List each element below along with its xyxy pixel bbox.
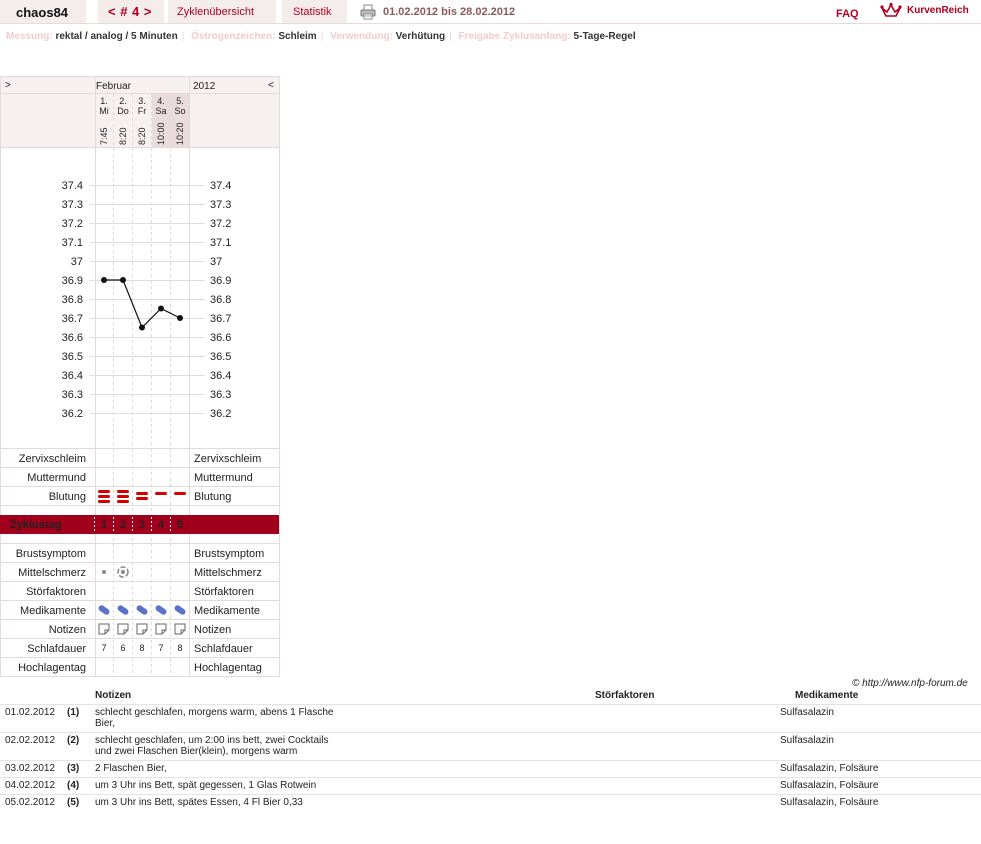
- note-text-line: Bier,: [95, 718, 116, 729]
- altitude-day-label-left: Hochlagentag: [18, 662, 86, 674]
- cycle-day-number: 4: [157, 519, 165, 531]
- info-value-release: 5-Tage-Regel: [573, 31, 636, 42]
- breast-symptom-label-right: Brustsymptom: [194, 548, 265, 560]
- y-tick-right: 37.4: [210, 180, 232, 192]
- note-date: 05.02.2012: [5, 797, 56, 808]
- logo-text[interactable]: KurvenReich: [907, 5, 969, 16]
- note-text-line: und zwei Flaschen Bier(klein), morgens warm: [95, 746, 298, 757]
- note-day-number: (1): [67, 707, 80, 718]
- sleep-value: 8: [177, 643, 183, 653]
- day-date: 5.: [176, 96, 184, 106]
- disturbances-label-right: Störfaktoren: [194, 586, 254, 598]
- bleeding-mark: [155, 492, 167, 495]
- note-medication: Sulfasalazin, Folsäure: [780, 763, 879, 774]
- day-date: 4.: [157, 96, 165, 106]
- notes-label-left: Notizen: [48, 624, 86, 636]
- bleeding-mark: [117, 495, 129, 498]
- medication-label-left: Medikamente: [19, 605, 86, 617]
- medications-header: Medikamente: [795, 690, 859, 701]
- note-text-line: schlecht geschlafen, morgens warm, abens 1 Flasche: [95, 707, 334, 718]
- y-tick-right: 37: [210, 256, 223, 268]
- nav-next-arrow[interactable]: <: [268, 80, 274, 91]
- note-medication: Sulfasalazin, Folsäure: [780, 797, 879, 808]
- note-date: 01.02.2012: [5, 707, 56, 718]
- cervix-position-label-right: Muttermund: [194, 472, 253, 484]
- date-range: 01.02.2012 bis 28.02.2012: [383, 6, 516, 18]
- note-text-line: schlecht geschlafen, um 2:00 ins bett, zwei Cocktails: [95, 735, 329, 746]
- sleep-value: 7: [158, 643, 164, 653]
- cycle-day-number: 3: [138, 519, 146, 531]
- y-tick-right: 36.2: [210, 408, 232, 420]
- bleeding-mark: [117, 500, 129, 503]
- day-weekday: Sa: [155, 106, 167, 116]
- temperature-point: [158, 306, 164, 312]
- overview-link[interactable]: Zyklenübersicht: [177, 6, 255, 18]
- y-tick-left: 36.2: [61, 408, 83, 420]
- note-medication: Sulfasalazin: [780, 707, 834, 718]
- sleep-value: 7: [101, 643, 107, 653]
- disturbances-label-left: Störfaktoren: [26, 586, 86, 598]
- bleeding-mark: [117, 490, 129, 493]
- cycle-day-number: 1: [100, 519, 108, 531]
- bleeding-mark: [98, 500, 110, 503]
- note-text-line: um 3 Uhr ins Bett, spät gegessen, 1 Glas Rotwein: [95, 780, 317, 791]
- copyright-text: © http://www.nfp-forum.de: [852, 678, 968, 689]
- note-text-line: 2 Flaschen Bier,: [95, 763, 167, 774]
- cervix-position-label-left: Muttermund: [27, 472, 86, 484]
- day-date: 2.: [119, 96, 127, 106]
- day-date: 3.: [138, 96, 146, 106]
- y-tick-right: 36.7: [210, 313, 232, 325]
- note-text: [95, 707, 333, 729]
- day-weekday: So: [174, 106, 186, 116]
- y-tick-right: 36.8: [210, 294, 232, 306]
- note-date: 04.02.2012: [5, 780, 56, 791]
- note-day-number: (4): [67, 780, 80, 791]
- note-day-number: (3): [67, 763, 80, 774]
- notes-header: Notizen: [95, 690, 132, 701]
- altitude-day-label-right: Hochlagentag: [194, 662, 262, 674]
- cycle-day-number: 2: [119, 519, 127, 531]
- notes-row: [0, 760, 981, 778]
- temperature-point: [139, 325, 145, 331]
- bleeding-mark: [98, 490, 110, 493]
- y-tick-left: 37: [70, 256, 83, 268]
- bleeding-mark: [136, 492, 148, 495]
- info-value-estrogen: Schleim: [278, 31, 317, 42]
- y-tick-left: 37.4: [61, 180, 83, 192]
- day-date: 1.: [100, 96, 108, 106]
- y-tick-left: 36.7: [61, 313, 83, 325]
- breast-symptom-label-left: Brustsymptom: [15, 548, 86, 560]
- y-tick-left: 37.3: [61, 199, 83, 211]
- temperature-point: [120, 277, 126, 283]
- note-medication: Sulfasalazin, Folsäure: [780, 780, 879, 791]
- measurement-time: 7:45: [99, 127, 109, 145]
- medication-label-right: Medikamente: [194, 605, 261, 617]
- pain-circle-center: [121, 570, 125, 574]
- y-tick-right: 36.3: [210, 389, 232, 401]
- sleep-duration-label-left: Schlafdauer: [27, 643, 86, 655]
- measurement-time: 8:20: [118, 127, 128, 145]
- note-medication: Sulfasalazin: [780, 735, 834, 746]
- mittelschmerz-label-right: Mittelschmerz: [194, 567, 262, 579]
- bleeding-label-left: Blutung: [48, 491, 86, 503]
- cycle-nav[interactable]: < # 4 >: [108, 4, 152, 19]
- bleeding-mark: [136, 497, 148, 500]
- info-separator: |: [449, 31, 452, 42]
- sleep-value: 8: [139, 643, 145, 653]
- note-text: [95, 780, 316, 791]
- day-weekday: Mi: [99, 106, 109, 116]
- cycle-day-label: Zyklustag: [10, 519, 62, 531]
- measurement-time: 10:20: [175, 122, 185, 145]
- note-text-line: um 3 Uhr ins Bett, spätes Essen, 4 Fl Bier 0,33: [95, 797, 303, 808]
- y-tick-left: 37.2: [61, 218, 83, 230]
- note-day-number: (5): [67, 797, 80, 808]
- note-text: [95, 797, 303, 808]
- y-tick-right: 36.4: [210, 370, 232, 382]
- info-value-usage: Verhütung: [395, 31, 446, 42]
- info-label-estrogen: Östrogenzeichen:: [191, 31, 276, 42]
- info-label-release: Freigabe Zyklusanfang:: [458, 31, 571, 42]
- notes-row: [0, 732, 981, 761]
- day-weekday: Fr: [137, 106, 147, 116]
- info-separator: |: [181, 31, 185, 42]
- note-date: 03.02.2012: [5, 763, 56, 774]
- y-tick-right: 37.2: [210, 218, 232, 230]
- bleeding-mark: [174, 492, 186, 495]
- y-tick-right: 37.3: [210, 199, 232, 211]
- sleep-value: 6: [120, 643, 126, 653]
- y-tick-left: 36.5: [61, 351, 83, 363]
- day-weekday: Do: [117, 106, 129, 116]
- temperature-point: [101, 277, 107, 283]
- cervix-mucus-label-left: Zervixschleim: [18, 453, 86, 465]
- y-tick-left: 37.1: [61, 237, 83, 249]
- measurement-time: 10:00: [156, 122, 166, 145]
- info-value-measurement: rektal / analog / 5 Minuten: [55, 31, 178, 42]
- note-date: 02.02.2012: [5, 735, 56, 746]
- notes-row: [0, 777, 981, 795]
- note-day-number: (2): [67, 735, 80, 746]
- notes-row: [0, 704, 981, 733]
- cycle-day-number: 5: [176, 519, 184, 531]
- y-tick-right: 36.9: [210, 275, 232, 287]
- user-name: chaos84: [16, 5, 69, 20]
- cervix-mucus-label-right: Zervixschleim: [194, 453, 262, 465]
- mittelschmerz-label-left: Mittelschmerz: [18, 567, 86, 579]
- measurement-time: 8:20: [137, 127, 147, 145]
- temperature-point: [177, 315, 183, 321]
- disturbances-header: Störfaktoren: [595, 690, 655, 701]
- y-tick-left: 36.3: [61, 389, 83, 401]
- bleeding-label-right: Blutung: [194, 491, 232, 503]
- notes-row: [0, 794, 981, 812]
- y-tick-left: 36.6: [61, 332, 83, 344]
- y-tick-left: 36.4: [61, 370, 83, 382]
- sleep-duration-label-right: Schlafdauer: [194, 643, 253, 655]
- y-tick-left: 36.9: [61, 275, 83, 287]
- notes-label-right: Notizen: [194, 624, 232, 636]
- bleeding-mark: [98, 495, 110, 498]
- info-label-measurement: Messung:: [6, 31, 53, 42]
- y-tick-left: 36.8: [61, 294, 83, 306]
- info-label-usage: Verwendung:: [330, 31, 393, 42]
- month-label: Februar: [96, 81, 132, 92]
- faq-link[interactable]: FAQ: [836, 8, 859, 20]
- statistics-link[interactable]: Statistik: [293, 6, 332, 18]
- note-text: [95, 763, 167, 774]
- note-text: [95, 735, 328, 757]
- pain-dot-icon: [102, 570, 106, 574]
- y-tick-right: 36.5: [210, 351, 232, 363]
- y-tick-right: 37.1: [210, 237, 232, 249]
- nav-prev-arrow[interactable]: >: [5, 80, 11, 91]
- y-tick-right: 36.6: [210, 332, 232, 344]
- year-label: 2012: [193, 81, 216, 92]
- info-separator: |: [320, 31, 324, 42]
